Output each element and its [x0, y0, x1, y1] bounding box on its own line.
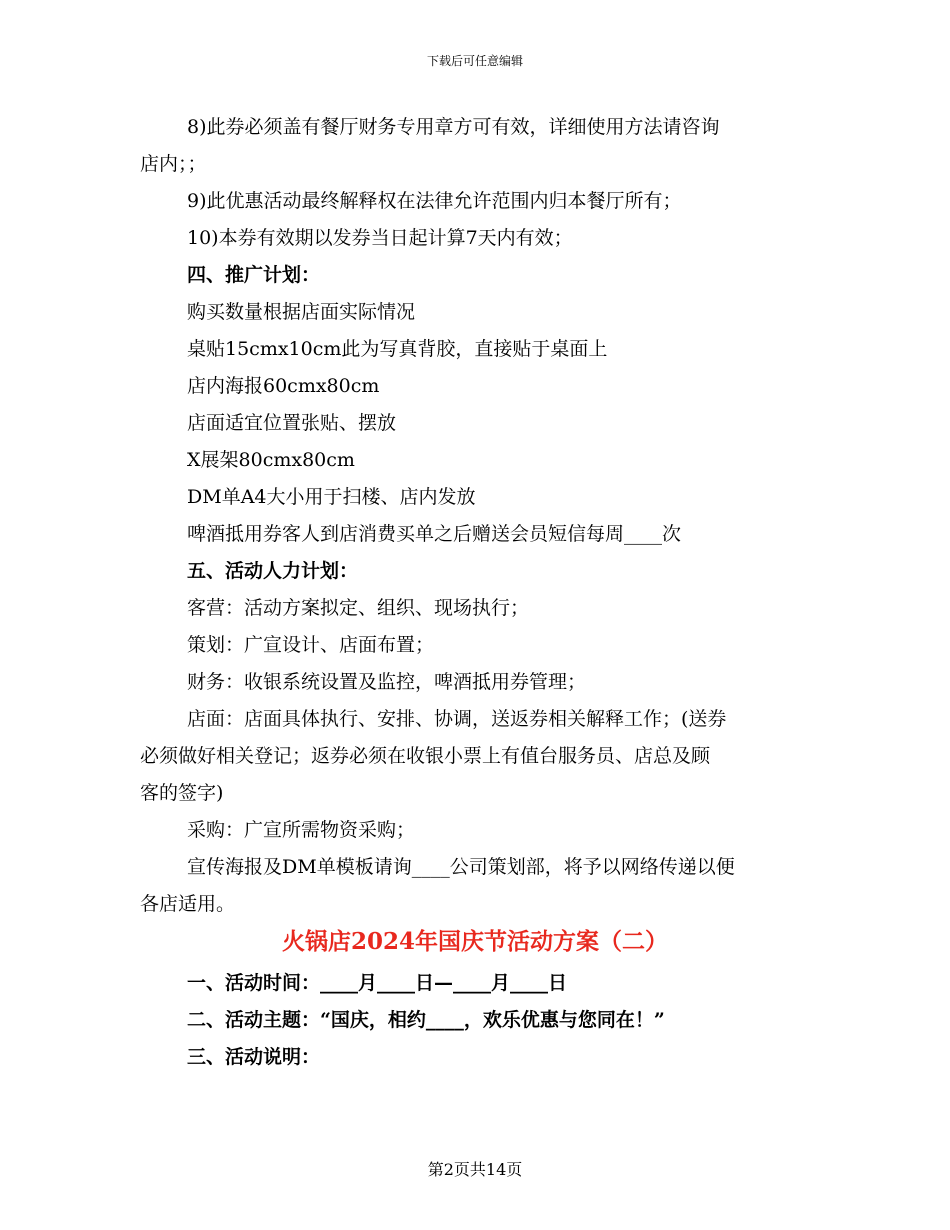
staff-line-6: 宣传海报及DM单模板请询____公司策划部，将予以网络传递以便 [187, 856, 735, 878]
activity-time: 一、活动时间：____月____日—____月____日 [187, 972, 568, 994]
heading-staffing-plan: 五、活动人力计划： [187, 560, 359, 582]
staff-line-4-cont1: 必须做好相关登记；返券必须在收银小票上有值台服务员、店总及顾 [140, 745, 711, 767]
promo-line-5: X展架80cmx80cm [187, 449, 355, 471]
page-footer: 第2页共14页 [427, 1160, 523, 1179]
promo-line-2: 桌贴15cmx10cm此为写真背胶，直接贴于桌面上 [187, 338, 608, 360]
heading-promotion-plan: 四、推广计划： [187, 264, 321, 286]
promo-line-1: 购买数量根据店面实际情况 [187, 301, 416, 323]
staff-line-6-cont: 各店适用。 [140, 893, 236, 915]
promo-line-4: 店面适宜位置张贴、摆放 [187, 412, 397, 434]
rule-8-line2: 店内；； [140, 153, 207, 175]
staff-line-3: 财务：收银系统设置及监控，啤酒抵用券管理； [187, 671, 587, 693]
rule-8-line1: 8)此券必须盖有餐厅财务专用章方可有效，详细使用方法请咨询 [187, 116, 720, 138]
rule-9: 9)此优惠活动最终解释权在法律允许范围内归本餐厅所有； [187, 190, 682, 212]
staff-line-2: 策划：广宣设计、店面布置； [187, 634, 435, 656]
promo-line-3: 店内海报60cmx80cm [187, 375, 380, 397]
activity-description-heading: 三、活动说明： [187, 1046, 321, 1068]
staff-line-4-cont2: 客的签字) [140, 782, 224, 804]
promo-line-6: DM单A4大小用于扫楼、店内发放 [187, 486, 476, 508]
staff-line-4: 店面：店面具体执行、安排、协调，送返券相关解释工作；(送券 [187, 708, 727, 730]
staff-line-5: 采购：广宣所需物资采购； [187, 819, 416, 841]
staff-line-1: 客营：活动方案拟定、组织、现场执行； [187, 597, 530, 619]
promo-line-7: 啤酒抵用券客人到店消费买单之后赠送会员短信每周____次 [187, 523, 682, 545]
section-title: 火锅店2024年国庆节活动方案（二） [281, 928, 668, 955]
page-header: 下载后可任意编辑 [426, 54, 523, 68]
activity-theme: 二、活动主题：“国庆，相约____，欢乐优惠与您同在！” [187, 1009, 665, 1031]
rule-10: 10)本券有效期以发券当日起计算7天内有效； [187, 227, 573, 249]
